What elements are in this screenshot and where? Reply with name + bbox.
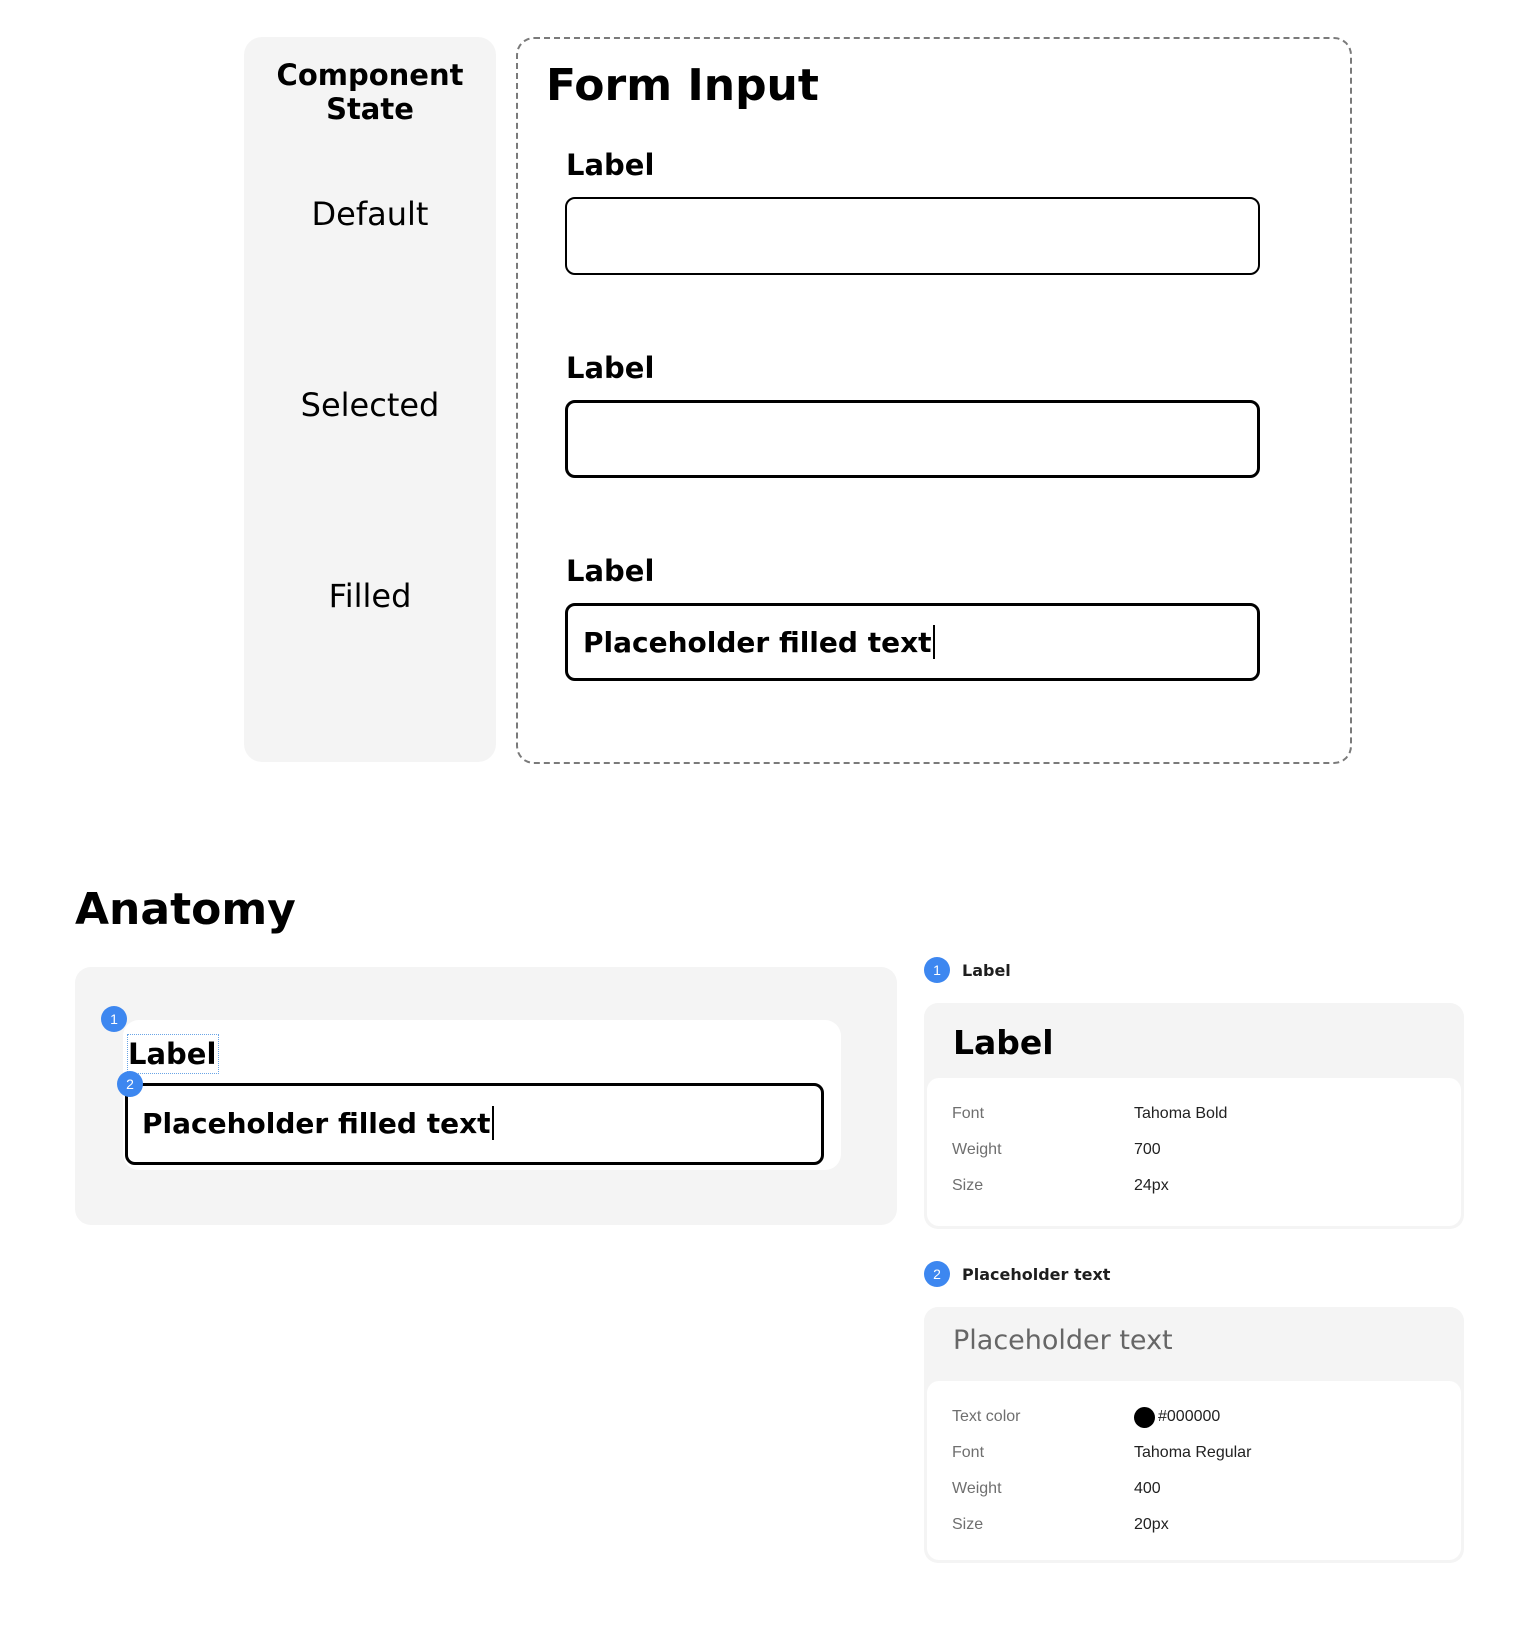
component-state-column (244, 37, 496, 762)
spec-placeholder-preview: Placeholder text (953, 1325, 1173, 1356)
anatomy-sample-label: Label (127, 1034, 219, 1074)
spec-label-heading (924, 957, 1011, 983)
spec-row-size: Size 24px (952, 1177, 1169, 1194)
spec-placeholder-properties (927, 1381, 1461, 1560)
anatomy-title: Anatomy (75, 884, 296, 935)
spec-placeholder-card (924, 1307, 1464, 1563)
anatomy-badge-1: 1 (101, 1006, 127, 1032)
spec-row-size: Size 20px (952, 1516, 1169, 1533)
component-state-header-line1: Component (276, 58, 464, 92)
spec-label-heading-text: Label (962, 960, 1011, 980)
state-filled-label: Filled (328, 577, 412, 615)
default-text-input[interactable] (565, 197, 1260, 275)
text-caret (933, 625, 935, 659)
state-default-label: Default (311, 195, 429, 233)
spec-row-text-color: Text color #000000 (952, 1406, 1441, 1428)
filled-input-text: Placeholder filled text (583, 625, 935, 661)
text-caret (492, 1106, 494, 1140)
filled-text-input[interactable] (565, 603, 1260, 681)
state-selected-label: Selected (300, 386, 440, 424)
spec-badge-1: 1 (924, 957, 950, 983)
spec-row-font: Font Tahoma Regular (952, 1444, 1252, 1461)
anatomy-panel (75, 967, 897, 1225)
preview-title: Form Input (546, 60, 819, 111)
anatomy-sample-input[interactable] (125, 1083, 824, 1165)
spec-row-weight: Weight 400 (952, 1480, 1161, 1497)
spec-badge-2: 2 (924, 1261, 950, 1287)
spec-row-font: Font Tahoma Bold (952, 1105, 1228, 1122)
spec-row-weight: Weight 700 (952, 1141, 1161, 1158)
spec-placeholder-heading (924, 1261, 1110, 1287)
color-swatch (1134, 1407, 1155, 1428)
component-state-header-line2: State (326, 92, 414, 126)
anatomy-sample-input-text: Placeholder filled text (142, 1106, 494, 1142)
spec-placeholder-heading-text: Placeholder text (962, 1264, 1111, 1284)
spec-label-preview: Label (953, 1023, 1054, 1062)
spec-label-properties (927, 1078, 1461, 1226)
selected-field-label: Label (566, 351, 655, 385)
default-field-label: Label (566, 148, 655, 182)
filled-field-label: Label (566, 554, 655, 588)
spec-label-card (924, 1003, 1464, 1229)
component-state-header (244, 58, 496, 126)
selected-text-input[interactable] (565, 400, 1260, 478)
anatomy-badge-2: 2 (117, 1071, 143, 1097)
form-input-preview (516, 37, 1352, 764)
